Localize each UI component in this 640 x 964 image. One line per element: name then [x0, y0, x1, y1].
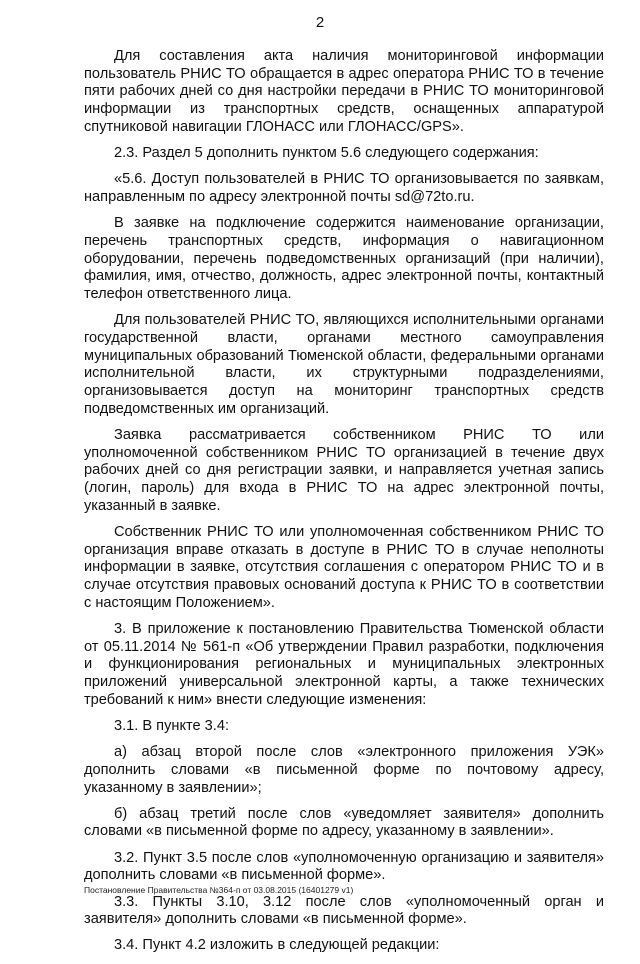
- paragraph: 3.4. Пункт 4.2 изложить в следующей редакции:: [114, 937, 440, 954]
- document-footer: Постановление Правительства №364-п от 03.08.2015 (16401279 v1): [84, 885, 354, 895]
- paragraph: 2.3. Раздел 5 дополнить пунктом 5.6 следующего содержания:: [114, 145, 539, 162]
- paragraph: В заявке на подключение содержится наименование организации, перечень транспортных средств, информация о навигационном оборудовании, перечень подведомственных организаций (при наличии), фамилия, имя, отчество, должность, адрес электронной почты, контактный телефон ответственного лица.: [84, 215, 604, 302]
- paragraph: б) абзац третий после слов «уведомляет заявителя» дополнить словами «в письменной форме по адресу, указанному в заявлении».: [84, 805, 604, 840]
- paragraph: 3.3. Пункты 3.10, 3.12 после слов «уполномоченный орган и заявителя» дополнить словами «в письменной форме».: [84, 893, 604, 928]
- paragraph: Заявка рассматривается собственником РНИС ТО или уполномоченной собственником РНИС ТО организацией в течение двух рабочих дней со дня регистрации заявки, и направляется учетная запись (логин, пароль) для входа в РНИС ТО на адрес электронной почты, указанный в заявке.: [84, 426, 604, 514]
- page-number: 2: [315, 14, 325, 31]
- document-body: [84, 48, 604, 964]
- paragraph: 3.2. Пункт 3.5 после слов «уполномоченную организацию и заявителя» дополнить словами «в письменной форме».: [84, 849, 604, 884]
- paragraph: Собственник РНИС ТО или уполномоченная собственником РНИС ТО организация вправе отказать в доступе в РНИС ТО в случае неполноты информации в заявке, отсутствия соглашения с оператором РНИС ТО и в случае отсутствия правовых оснований доступа к РНИС ТО в соответствии с настоящим Положением».: [84, 523, 604, 611]
- paragraph: а) абзац второй после слов «электронного приложения УЭК» дополнить словами «в письменной форме по почтовому адресу, указанному в заявлении»;: [84, 744, 604, 796]
- paragraph: Для составления акта наличия мониторинговой информации пользователь РНИС ТО обращается в адрес оператора РНИС ТО в течение пяти рабочих дней со дня настройки передачи в РНИС ТО мониторинговой информации из транспортных средств, оснащенных аппаратурой спутниковой навигации ГЛОНАСС или ГЛОНАСС/GPS».: [84, 48, 604, 135]
- paragraph: Для пользователей РНИС ТО, являющихся исполнительными органами государственной власти, органами местного самоуправления муниципальных образований Тюменской области, федеральными органами исполнительной власти, их структурными подразделениями, организовывается доступ на мониторинг транспортных средств подведомственных им организаций.: [84, 312, 604, 417]
- paragraph: 3. В приложение к постановлению Правительства Тюменской области от 05.11.2014 № 561-п «Об утверждении Правил разработки, подключения и функционирования региональных и муниципальных электронных приложений универсальной электронной карты, а также технических требований к ним» внести следующие изменения:: [84, 620, 604, 708]
- paragraph: 3.1. В пункте 3.4:: [114, 717, 230, 734]
- paragraph: «5.6. Доступ пользователей в РНИС ТО организовывается по заявкам, направленным по адресу электронной почты sd@72to.ru.: [84, 171, 604, 205]
